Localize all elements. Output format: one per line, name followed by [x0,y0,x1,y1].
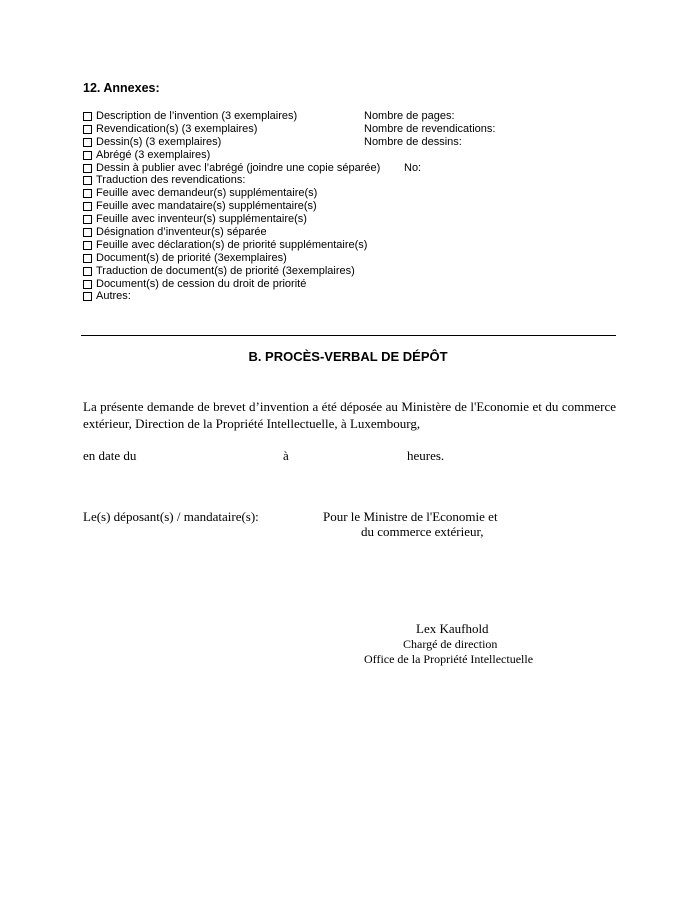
checkbox[interactable] [83,280,92,289]
pages-count-label: Nombre de pages: [364,110,455,122]
claims-count-label: Nombre de revendications: [364,123,496,135]
checkbox[interactable] [83,164,92,173]
annex-item[interactable]: Dessin à publier avec l’abrégé (joindre une copie séparée) [83,162,380,175]
annexes-checklist [83,110,380,303]
signatory-office: Office de la Propriété Intellectuelle [364,652,534,666]
annex-item[interactable]: Autres: [83,290,380,303]
checkbox[interactable] [83,151,92,160]
checkbox[interactable] [83,189,92,198]
abstract-drawing-no-label: No: [404,162,422,174]
annex-item[interactable]: Feuille avec déclaration(s) de priorité supplémentaire(s) [83,239,380,252]
annexes-title: 12. Annexes: [83,81,160,95]
annex-item[interactable]: Revendication(s) (3 exemplaires) [83,123,380,136]
date-label: en date du [83,448,137,463]
annex-item[interactable]: Abrégé (3 exemplaires) [83,149,380,162]
time-at-label: à [283,448,289,463]
annex-item[interactable]: Document(s) de cession du droit de priorité [83,278,380,291]
checkbox[interactable] [83,176,92,185]
annex-item[interactable]: Désignation d’inventeur(s) séparée [83,226,380,239]
checkbox[interactable] [83,215,92,224]
checkbox[interactable] [83,112,92,121]
signatory-title: Chargé de direction [403,637,498,651]
checkbox[interactable] [83,202,92,211]
section-divider [81,335,616,336]
checkbox[interactable] [83,138,92,147]
checkbox[interactable] [83,125,92,134]
hours-label: heures. [407,448,445,463]
annex-item[interactable]: Traduction des revendications: [83,174,380,187]
proces-verbal-heading: B. PROCÈS-VERBAL DE DÉPÔT [248,349,448,364]
annex-item[interactable]: Document(s) de priorité (3exemplaires) [83,252,380,265]
depositor-label: Le(s) déposant(s) / mandataire(s): [83,509,259,524]
annex-item[interactable]: Feuille avec mandataire(s) supplémentaire(s) [83,200,380,213]
annex-item[interactable]: Description de l’invention (3 exemplaires) [83,110,380,123]
checkbox[interactable] [83,241,92,250]
deposit-statement: La présente demande de brevet d’invention a été déposée au Ministère de l'Economie et du commerce extérieur, Direction de la Propriété Intellectuelle, à Luxembourg, [83,399,616,431]
checkbox[interactable] [83,267,92,276]
annex-item[interactable]: Feuille avec inventeur(s) supplémentaire(s) [83,213,380,226]
annex-item[interactable]: Feuille avec demandeur(s) supplémentaire(s) [83,187,380,200]
drawings-count-label: Nombre de dessins: [364,136,462,148]
checkbox[interactable] [83,254,92,263]
signatory-name: Lex Kaufhold [416,621,489,636]
checkbox[interactable] [83,292,92,301]
annex-item[interactable]: Dessin(s) (3 exemplaires) [83,136,380,149]
minister-line-1: Pour le Ministre de l'Economie et [323,509,498,524]
annex-item[interactable]: Traduction de document(s) de priorité (3exemplaires) [83,265,380,278]
minister-line-2: du commerce extérieur, [361,524,484,539]
checkbox[interactable] [83,228,92,237]
